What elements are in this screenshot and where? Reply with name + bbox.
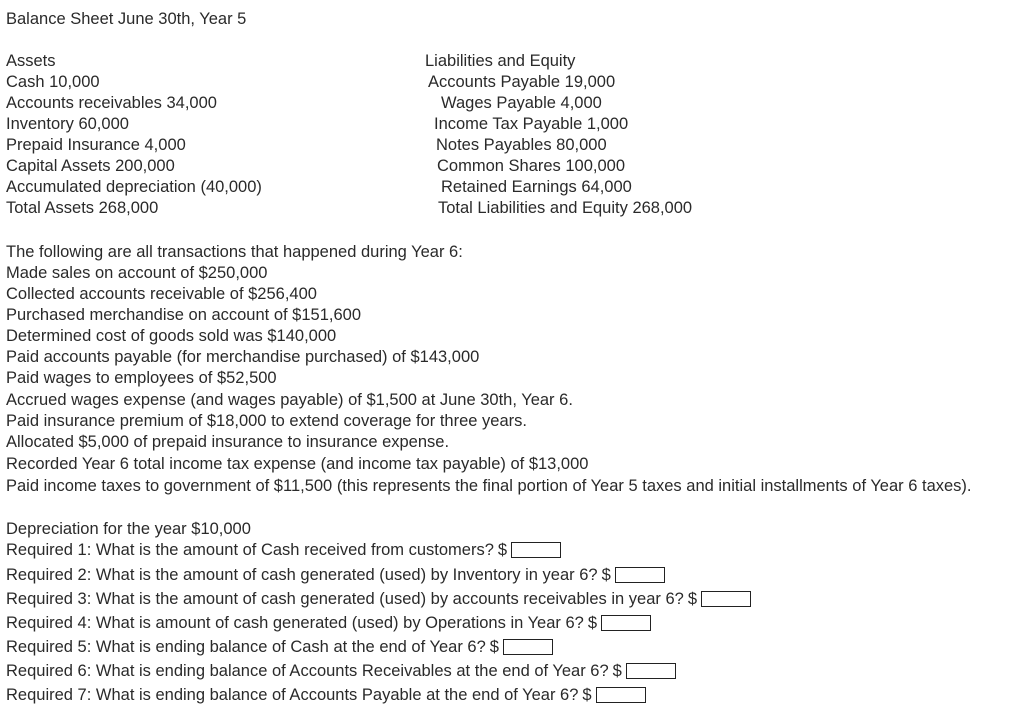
transaction-item: Paid insurance premium of $18,000 to extend coverage for three years. [6,412,527,430]
asset-line: Total Assets 268,000 [6,199,159,217]
liability-line: Income Tax Payable 1,000 [434,115,629,133]
question-row [6,637,553,658]
asset-line: Inventory 60,000 [6,115,129,133]
question-text: Required 2: What is the amount of cash generated (used) by Inventory in year 6? [6,566,598,584]
question-text: Required 5: What is ending balance of Cash at the end of Year 6? [6,638,486,656]
transactions-intro: The following are all transactions that happened during Year 6: [6,243,463,261]
dollar-sign: $ [497,541,508,559]
dollar-sign: $ [601,566,611,584]
dollar-sign: $ [587,614,598,632]
transaction-item: Determined cost of goods sold was $140,000 [6,327,337,345]
question-row [6,540,561,561]
transaction-item: Recorded Year 6 total income tax expense (and income tax payable) of $13,000 [6,455,589,473]
asset-line: Accumulated depreciation (40,000) [6,178,262,196]
answer-input-1[interactable] [511,542,561,558]
liability-line: Accounts Payable 19,000 [428,73,616,91]
assets-heading: Assets [6,52,56,70]
transaction-item: Paid income taxes to government of $11,500 (this represents the final portion of Year 5 taxes and initial installments of Year 6 taxes). [6,477,972,495]
question-row [6,661,676,682]
liability-line: Notes Payables 80,000 [436,136,607,154]
question-text: Required 1: What is the amount of Cash received from customers? [6,541,494,559]
page-title: Balance Sheet June 30th, Year 5 [6,10,247,28]
question-text: Required 4: What is amount of cash generated (used) by Operations in Year 6? [6,614,584,632]
transaction-item: Allocated $5,000 of prepaid insurance to insurance expense. [6,433,450,451]
liability-line: Retained Earnings 64,000 [441,178,632,196]
answer-input-5[interactable] [503,639,553,655]
liabilities-heading: Liabilities and Equity [425,52,576,70]
dollar-sign: $ [582,686,592,704]
answer-input-4[interactable] [601,615,651,631]
question-row [6,589,751,610]
question-text: Required 6: What is ending balance of Accounts Receivables at the end of Year 6? [6,662,609,680]
asset-line: Prepaid Insurance 4,000 [6,136,186,154]
transaction-item: Paid accounts payable (for merchandise purchased) of $143,000 [6,348,480,366]
transaction-item: Paid wages to employees of $52,500 [6,369,277,387]
dollar-sign: $ [687,590,697,608]
question-row [6,613,651,634]
transaction-item: Accrued wages expense (and wages payable) of $1,500 at June 30th, Year 6. [6,391,573,409]
answer-input-3[interactable] [701,591,751,607]
liability-line: Common Shares 100,000 [437,157,626,175]
question-row [6,685,646,706]
transaction-item: Made sales on account of $250,000 [6,264,268,282]
transaction-item: Collected accounts receivable of $256,400 [6,285,317,303]
liability-line: Wages Payable 4,000 [441,94,602,112]
asset-line: Accounts receivables 34,000 [6,94,217,112]
answer-input-6[interactable] [626,663,676,679]
dollar-sign: $ [489,638,499,656]
dollar-sign: $ [612,662,622,680]
asset-line: Cash 10,000 [6,73,100,91]
transaction-item: Purchased merchandise on account of $151,600 [6,306,361,324]
question-row [6,565,665,586]
asset-line: Capital Assets 200,000 [6,157,175,175]
liability-line: Total Liabilities and Equity 268,000 [438,199,693,217]
question-text: Required 7: What is ending balance of Accounts Payable at the end of Year 6? [6,686,579,704]
answer-input-7[interactable] [596,687,646,703]
question-text: Required 3: What is the amount of cash generated (used) by accounts receivables in year 6? [6,590,684,608]
answer-input-2[interactable] [615,567,665,583]
transaction-item: Depreciation for the year $10,000 [6,520,251,538]
